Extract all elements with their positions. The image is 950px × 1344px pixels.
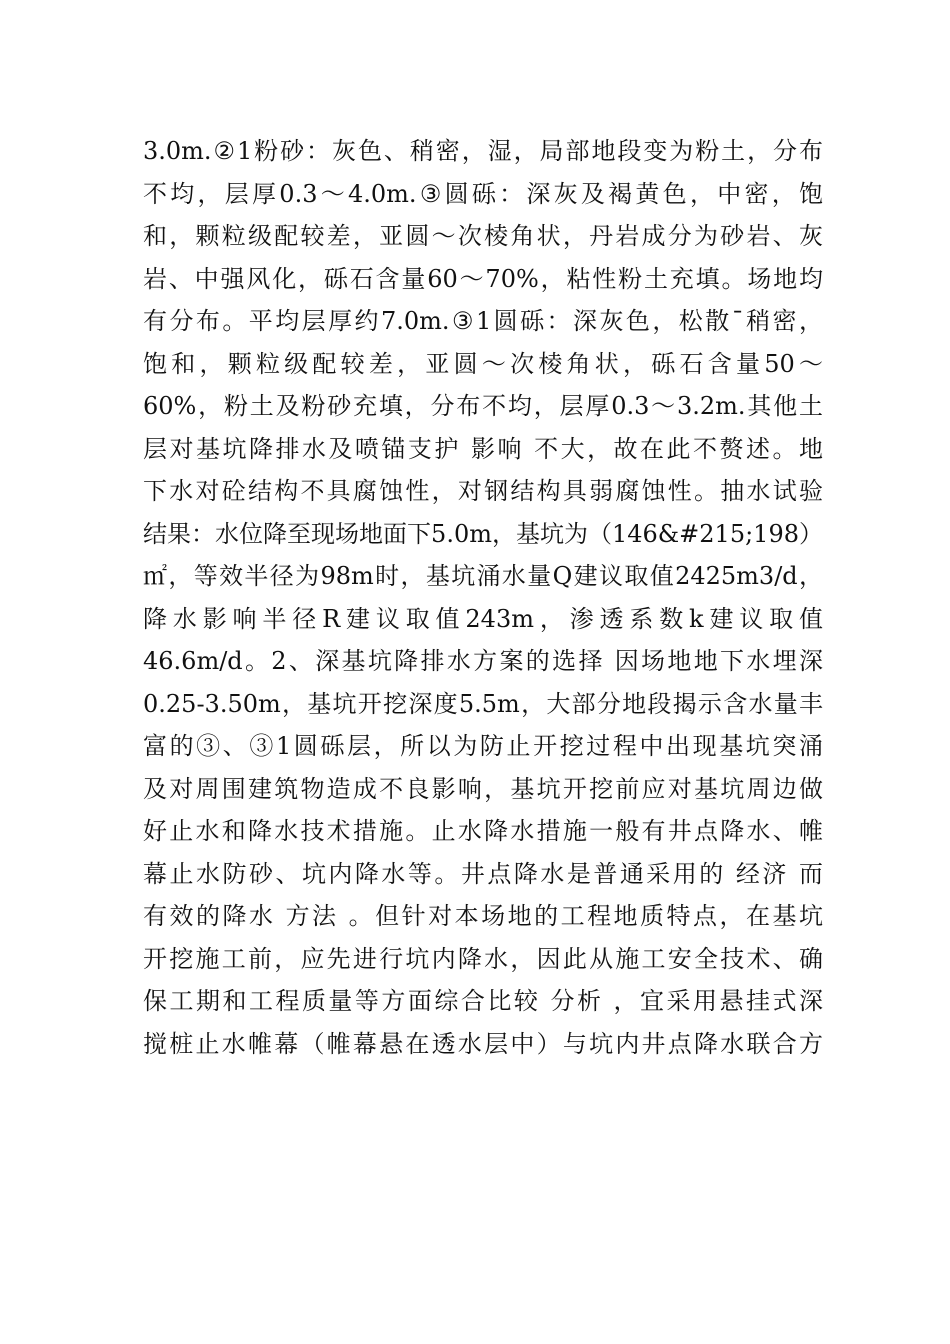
text-line-16: 及对周围建筑物造成不良影响，基坑开挖前应对基坑周边做 <box>143 774 823 803</box>
text-line-21: 保工期和工程质量等方面综合比较 分析 ，宜采用悬挂式深 <box>143 987 823 1015</box>
body-text <box>143 130 823 1065</box>
text-line-19: 有效的降水 方法 。但针对本场地的工程地质特点，在基坑 <box>143 902 823 930</box>
text-line-13: 46.6m/d。2、深基坑降排水方案的选择 因场地地下水埋深 <box>143 647 823 675</box>
text-line-10: 结果：水位降至现场地面下5.0m，基坑为（146&#215;198） <box>143 519 823 548</box>
text-line-6: 饱和，颗粒级配较差，亚圆～次棱角状，砾石含量50～ <box>143 349 823 378</box>
text-line-11: ㎡，等效半径为98m时，基坑涌水量Q建议取值2425m3/d， <box>143 562 823 590</box>
text-line-2: 不均，层厚0.3～4.0m.③圆砾：深灰及褐黄色，中密，饱 <box>143 179 823 208</box>
text-line-9: 下水对砼结构不具腐蚀性，对钢结构具弱腐蚀性。抽水试验 <box>143 477 823 505</box>
text-line-20: 开挖施工前，应先进行坑内降水，因此从施工安全技术、确 <box>143 944 823 973</box>
text-line-15: 富的③、③1圆砾层，所以为防止开挖过程中出现基坑突涌 <box>143 732 823 760</box>
text-line-22: 搅桩止水帷幕（帷幕悬在透水层中）与坑内井点降水联合方 <box>143 1029 823 1058</box>
text-line-14: 0.25-3.50m，基坑开挖深度5.5m，大部分地段揭示含水量丰 <box>143 689 823 718</box>
text-line-4: 岩、中强风化，砾石含量60～70%，粘性粉土充填。场地均 <box>143 264 823 293</box>
text-line-1: 3.0m.②1粉砂：灰色、稍密，湿，局部地段变为粉土，分布 <box>143 137 823 165</box>
text-line-3: 和，颗粒级配较差，亚圆～次棱角状，丹岩成分为砂岩、灰 <box>143 222 823 250</box>
text-line-17: 好止水和降水技术措施。止水降水措施一般有井点降水、帷 <box>143 817 823 845</box>
text-line-8: 层对基坑降排水及喷锚支护 影响 不大，故在此不赘述。地 <box>143 434 823 463</box>
text-line-5: 有分布。平均层厚约7.0m.③1圆砾：深灰色，松散¯稍密， <box>143 307 823 335</box>
text-line-12: 降水影响半径R建议取值243m，渗透系数k建议取值 <box>143 604 823 633</box>
text-line-18: 幕止水防砂、坑内降水等。井点降水是普通采用的 经济 而 <box>143 859 823 888</box>
text-line-7: 60%，粉土及粉砂充填，分布不均，层厚0.3～3.2m.其他土 <box>143 392 823 420</box>
